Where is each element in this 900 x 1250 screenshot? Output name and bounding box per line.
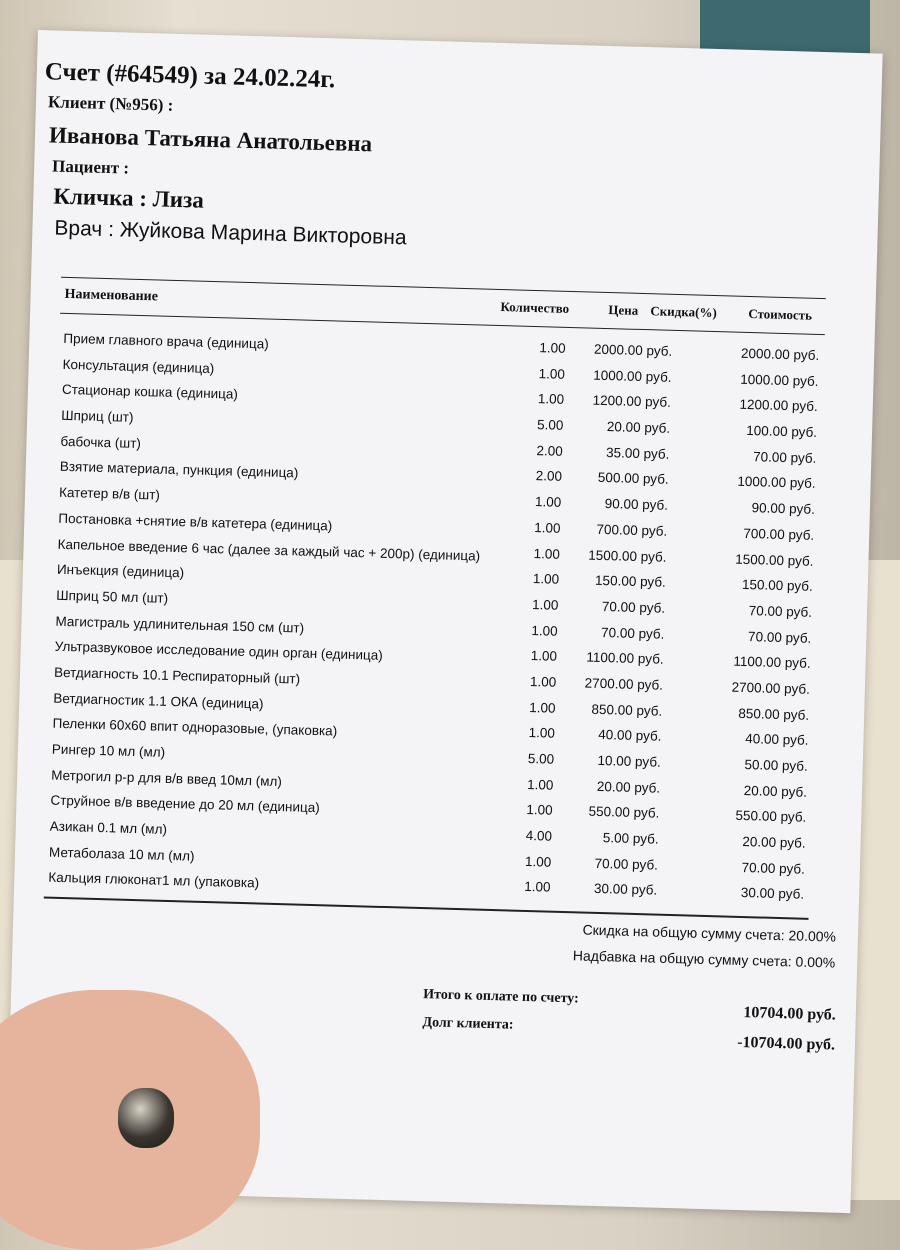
item-cost: 1000.00 руб. xyxy=(740,371,819,389)
item-price: 500.00 руб. xyxy=(597,470,669,488)
item-price: 2000.00 руб. xyxy=(593,341,673,359)
item-price: 35.00 руб. xyxy=(605,444,670,462)
invoice-title: Счет (#64549) за 24.02.24г. xyxy=(44,58,336,94)
item-price: 70.00 руб. xyxy=(601,598,666,616)
item-cost: 1000.00 руб. xyxy=(737,474,816,492)
item-price: 550.00 руб. xyxy=(588,804,660,822)
client-label: Клиент (№956) : xyxy=(47,92,174,115)
item-price: 1500.00 руб. xyxy=(588,547,667,565)
item-cost: 1200.00 руб. xyxy=(739,397,818,415)
table-body xyxy=(44,327,829,913)
item-qty: 1.00 xyxy=(532,571,560,587)
item-qty: 1.00 xyxy=(531,622,558,639)
item-qty: 5.00 xyxy=(527,750,555,767)
item-cost: 1500.00 руб. xyxy=(735,551,814,569)
item-qty: 5.00 xyxy=(536,417,564,433)
item-qty: 1.00 xyxy=(534,519,561,536)
item-cost: 2000.00 руб. xyxy=(740,345,820,363)
header-discount: Скидка(%) xyxy=(650,303,717,321)
item-price: 20.00 руб. xyxy=(606,419,671,436)
item-name: бабочка (шт) xyxy=(60,433,142,451)
item-qty: 1.00 xyxy=(526,802,553,819)
debt-value: -10704.00 руб. xyxy=(736,1033,836,1054)
item-qty: 1.00 xyxy=(528,725,556,742)
item-name: Прием главного врача (единица) xyxy=(63,330,269,352)
item-name: Кальция глюконат1 мл (упаковка) xyxy=(48,870,260,891)
item-price: 1000.00 руб. xyxy=(593,367,672,385)
item-price: 40.00 руб. xyxy=(598,727,662,744)
item-qty: 2.00 xyxy=(535,468,563,485)
item-name: Метрогил р-р для в/в введ 10мл (мл) xyxy=(50,767,283,789)
debt-label: Долг клиента: xyxy=(422,1015,514,1033)
item-name: Метаболаза 10 мл (мл) xyxy=(48,844,195,864)
item-cost: 20.00 руб. xyxy=(742,834,806,851)
item-price: 1100.00 руб. xyxy=(586,649,664,667)
item-qty: 1.00 xyxy=(524,879,551,896)
item-qty: 1.00 xyxy=(526,776,554,793)
item-name: Взятие материала, пункция (единица) xyxy=(59,459,299,481)
item-price: 1200.00 руб. xyxy=(592,393,672,411)
item-qty: 1.00 xyxy=(539,340,566,356)
total-label: Итого к оплате по счету: xyxy=(423,987,579,1007)
item-price: 30.00 руб. xyxy=(593,881,658,899)
item-price: 70.00 руб. xyxy=(594,855,659,873)
item-cost: 20.00 руб. xyxy=(743,782,808,800)
item-qty: 1.00 xyxy=(537,391,565,408)
item-name: Шприц (шт) xyxy=(61,407,134,425)
item-price: 150.00 руб. xyxy=(594,572,667,590)
item-qty: 1.00 xyxy=(534,494,562,510)
item-cost: 40.00 руб. xyxy=(744,731,809,749)
total-value: 10704.00 руб. xyxy=(743,1004,837,1024)
item-name: Инъекция (единица) xyxy=(56,561,185,581)
client-name: Иванова Татьяна Анатольевна xyxy=(48,122,373,157)
item-cost: 1100.00 руб. xyxy=(733,653,811,672)
item-name: Рингер 10 мл (мл) xyxy=(51,741,166,760)
item-name: Консультация (единица) xyxy=(62,356,215,376)
item-qty: 1.00 xyxy=(529,699,556,716)
item-cost: 50.00 руб. xyxy=(744,757,808,774)
patient-label: Пациент : xyxy=(51,156,130,178)
item-cost: 70.00 руб. xyxy=(747,628,812,646)
item-name: Ветдиагностик 1.1 ОКА (единица) xyxy=(53,690,264,712)
header-price: Цена xyxy=(608,302,639,318)
item-name: Постановка +снятие в/в катетера (единица) xyxy=(58,510,333,534)
item-name: Стационар кошка (единица) xyxy=(61,382,239,403)
item-price: 20.00 руб. xyxy=(596,778,661,796)
doctor-name: Врач : Жуйкова Марина Викторовна xyxy=(54,216,407,250)
header-cost: Стоимость xyxy=(748,305,813,323)
item-cost: 70.00 руб. xyxy=(752,448,817,466)
item-cost: 2700.00 руб. xyxy=(731,679,811,697)
item-cost: 30.00 руб. xyxy=(740,885,805,903)
discount-summary: Скидка на общую сумму счета: 20.00% xyxy=(582,921,837,945)
item-name: Ультразвуковое исследование один орган (единица) xyxy=(54,638,383,664)
fingernail xyxy=(118,1088,174,1148)
item-cost: 70.00 руб. xyxy=(748,602,813,620)
item-qty: 1.00 xyxy=(533,545,561,562)
item-cost: 700.00 руб. xyxy=(743,525,815,543)
item-cost: 70.00 руб. xyxy=(741,859,806,877)
item-name: Шприц 50 мл (шт) xyxy=(56,587,169,606)
item-qty: 1.00 xyxy=(524,853,552,870)
item-qty: 2.00 xyxy=(536,442,563,459)
pet-name: Кличка : Лиза xyxy=(53,183,205,213)
item-price: 90.00 руб. xyxy=(604,496,669,513)
item-cost: 90.00 руб. xyxy=(751,500,816,518)
item-cost: 150.00 руб. xyxy=(741,577,813,595)
item-qty: 1.00 xyxy=(531,596,559,613)
item-name: Магистраль удлинительная 150 см (шт) xyxy=(55,613,305,636)
item-name: Ветдиагность 10.1 Респираторный (шт) xyxy=(53,664,301,687)
item-price: 2700.00 руб. xyxy=(584,675,664,693)
item-cost: 100.00 руб. xyxy=(746,422,818,440)
table-header xyxy=(60,287,825,332)
item-price: 10.00 руб. xyxy=(597,752,662,770)
item-qty: 1.00 xyxy=(538,365,566,382)
item-price: 850.00 руб. xyxy=(591,701,663,719)
item-name: Капельное введение 6 час (далее за каждый час + 200р) (единица) xyxy=(57,536,481,564)
item-cost: 550.00 руб. xyxy=(735,808,807,826)
header-qty: Количество xyxy=(500,299,570,316)
item-name: Катетер в/в (шт) xyxy=(58,484,161,503)
item-name: Азикан 0.1 мл (мл) xyxy=(49,818,168,837)
markup-summary: Надбавка на общую сумму счета: 0.00% xyxy=(572,947,836,971)
item-cost: 850.00 руб. xyxy=(738,705,810,723)
item-price: 5.00 руб. xyxy=(602,830,659,847)
item-price: 70.00 руб. xyxy=(600,624,665,642)
item-qty: 1.00 xyxy=(529,673,557,690)
item-qty: 4.00 xyxy=(525,827,553,844)
item-name: Пеленки 60х60 впит одноразовые, (упаковка) xyxy=(52,715,338,739)
header-name: Наименование xyxy=(64,286,159,305)
item-qty: 1.00 xyxy=(530,648,558,664)
item-name: Струйное в/в введение до 20 мл (единица) xyxy=(50,793,320,816)
item-price: 700.00 руб. xyxy=(596,521,668,539)
